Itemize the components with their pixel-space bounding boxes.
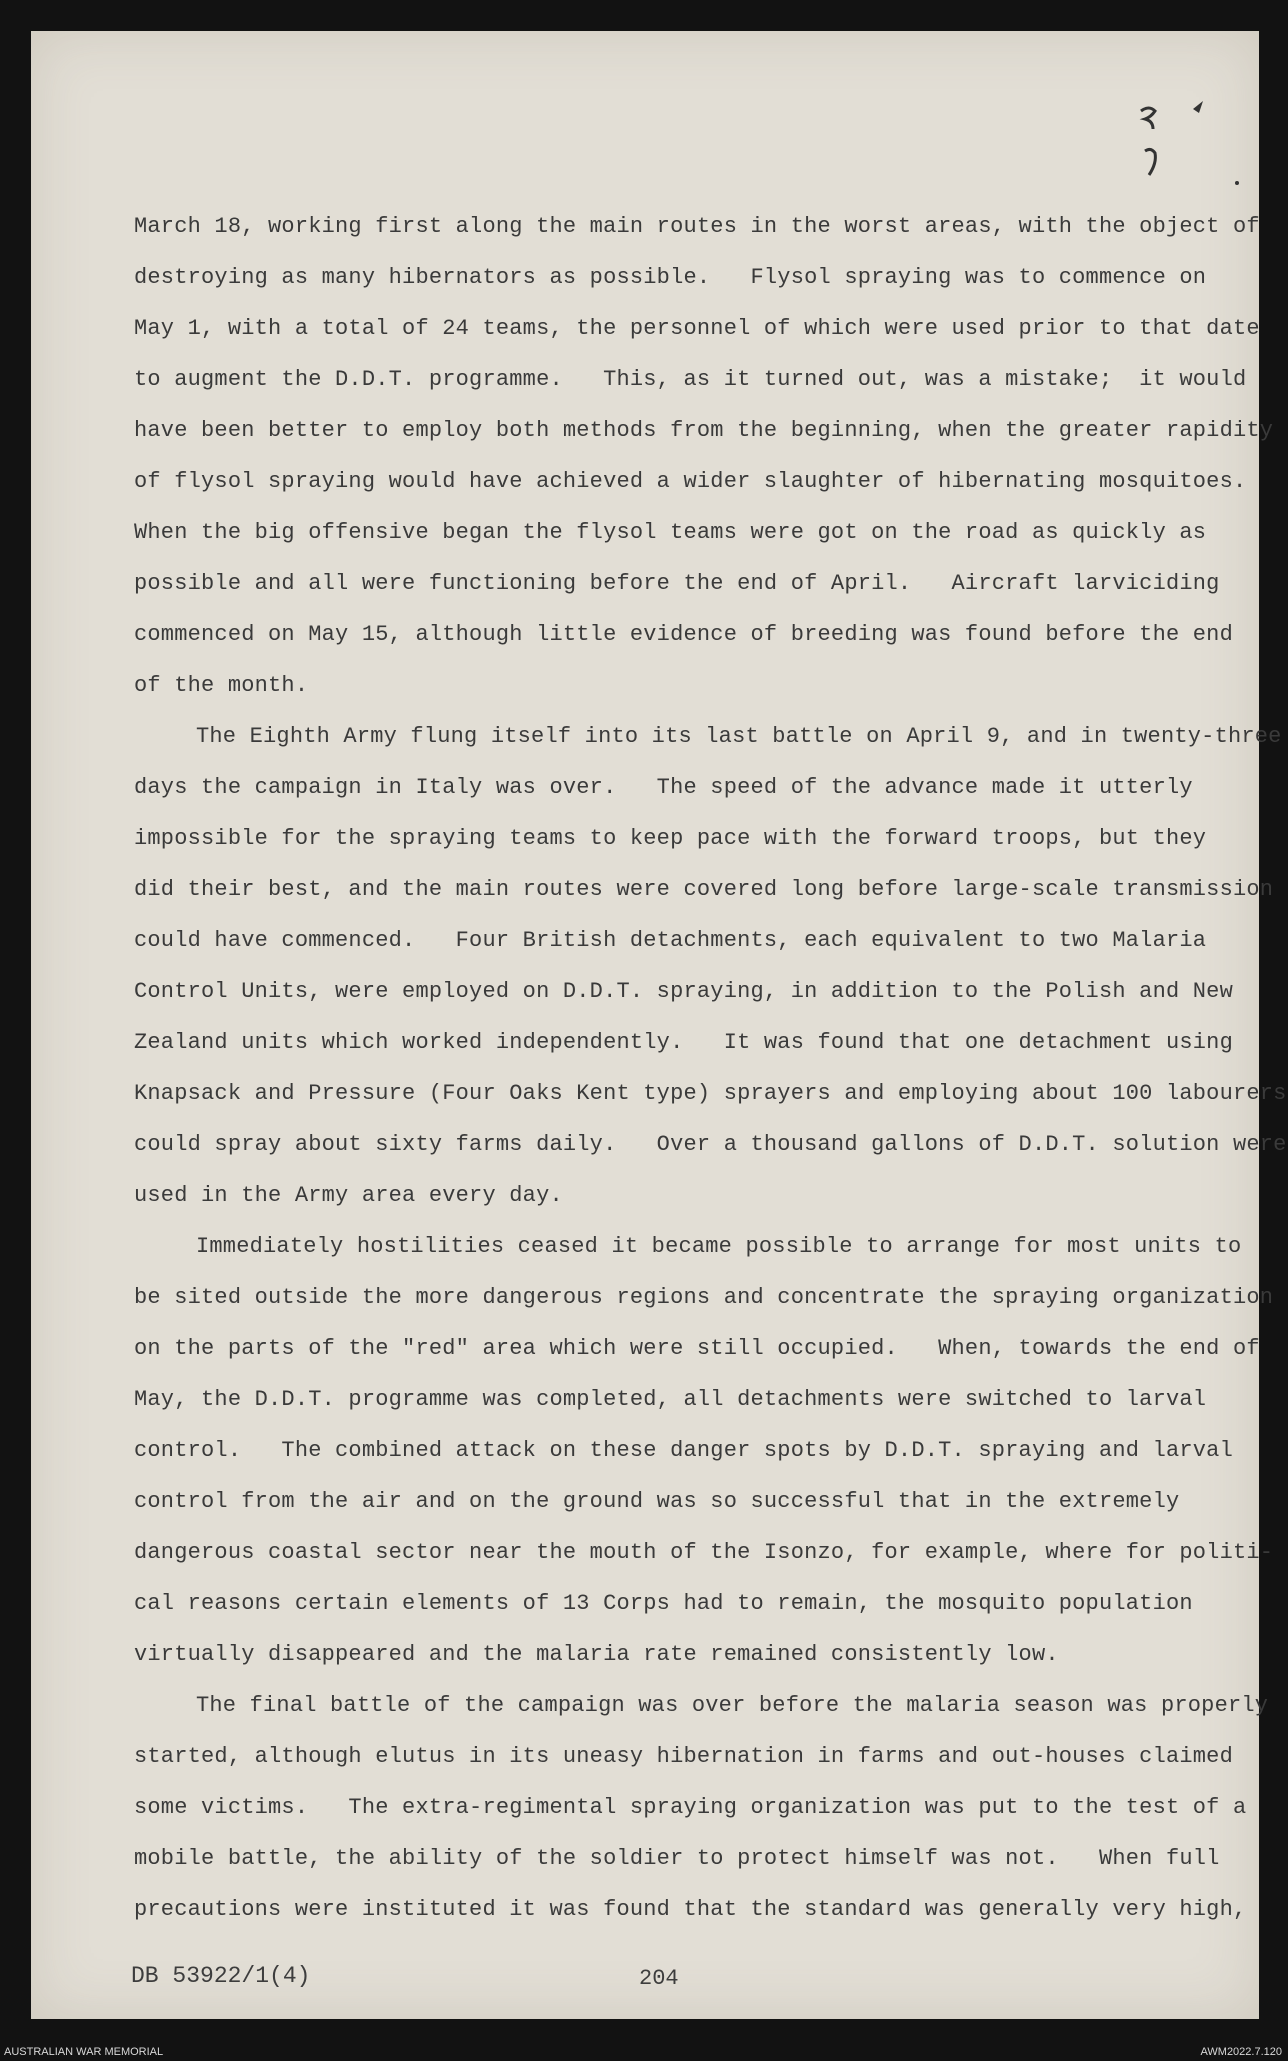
- text-line: control from the air and on the ground was so successful that in the extremely: [134, 1489, 1180, 1514]
- text-line: cal reasons certain elements of 13 Corps had to remain, the mosquito population: [134, 1591, 1193, 1616]
- text-line: mobile battle, the ability of the soldier to protect himself was not. When full: [134, 1846, 1220, 1871]
- text-line: virtually disappeared and the malaria rate remained consistently low.: [134, 1642, 1059, 1667]
- page-number: 204: [639, 1966, 679, 1991]
- body-text: [134, 201, 1287, 1935]
- text-line: could spray about sixty farms daily. Over a thousand gallons of D.D.T. solution were: [134, 1132, 1287, 1157]
- archive-caption-bar: [0, 2039, 1288, 2061]
- text-line: destroying as many hibernators as possible. Flysol spraying was to commence on: [134, 265, 1207, 290]
- text-line: control. The combined attack on these danger spots by D.D.T. spraying and larval: [134, 1438, 1233, 1463]
- text-line: May, the D.D.T. programme was completed, all detachments were switched to larval: [134, 1387, 1207, 1412]
- archive-accession-number: AWM2022.7.120: [1200, 2046, 1282, 2058]
- handwritten-folio-mark: [1131, 91, 1241, 191]
- text-line: Zealand units which worked independently. It was found that one detachment using: [134, 1030, 1233, 1055]
- text-line: When the big offensive began the flysol teams were got on the road as quickly as: [134, 520, 1207, 545]
- text-line: May 1, with a total of 24 teams, the personnel of which were used prior to that date: [134, 316, 1260, 341]
- text-line: March 18, working first along the main routes in the worst areas, with the object of: [134, 214, 1260, 239]
- text-line: did their best, and the main routes were covered long before large-scale transmission: [134, 877, 1274, 902]
- text-line: The Eighth Army flung itself into its last battle on April 9, and in twenty-three: [196, 724, 1282, 749]
- text-line: The final battle of the campaign was over before the malaria season was properly: [196, 1693, 1269, 1718]
- text-line: possible and all were functioning before the end of April. Aircraft larviciding: [134, 571, 1220, 596]
- text-line: dangerous coastal sector near the mouth of the Isonzo, for example, where for politi-: [134, 1540, 1274, 1565]
- text-line: could have commenced. Four British detachments, each equivalent to two Malaria: [134, 928, 1207, 953]
- text-line: used in the Army area every day.: [134, 1183, 563, 1208]
- document-page: [31, 31, 1287, 2019]
- text-line: of the month.: [134, 673, 309, 698]
- text-line: be sited outside the more dangerous regions and concentrate the spraying organization: [134, 1285, 1274, 1310]
- archive-institution: AUSTRALIAN WAR MEMORIAL: [4, 2046, 164, 2058]
- text-line: started, although elutus in its uneasy hibernation in farms and out-houses claimed: [134, 1744, 1233, 1769]
- text-line: to augment the D.D.T. programme. This, as it turned out, was a mistake; it would: [134, 367, 1247, 392]
- document-reference: DB 53922/1(4): [131, 1963, 311, 1989]
- text-line: impossible for the spraying teams to keep pace with the forward troops, but they: [134, 826, 1207, 851]
- text-line: some victims. The extra-regimental spraying organization was put to the test of a: [134, 1795, 1247, 1820]
- text-line: have been better to employ both methods from the beginning, when the greater rapidity: [134, 418, 1274, 443]
- text-line: Knapsack and Pressure (Four Oaks Kent type) sprayers and employing about 100 labourers: [134, 1081, 1287, 1106]
- text-line: commenced on May 15, although little evidence of breeding was found before the end: [134, 622, 1233, 647]
- text-line: Control Units, were employed on D.D.T. spraying, in addition to the Polish and New: [134, 979, 1233, 1004]
- text-line: days the campaign in Italy was over. The speed of the advance made it utterly: [134, 775, 1193, 800]
- text-line: precautions were instituted it was found that the standard was generally very high,: [134, 1897, 1247, 1922]
- text-line: of flysol spraying would have achieved a wider slaughter of hibernating mosquitoes.: [134, 469, 1247, 494]
- text-line: on the parts of the "red" area which were still occupied. When, towards the end of: [134, 1336, 1260, 1361]
- text-line: Immediately hostilities ceased it became possible to arrange for most units to: [196, 1234, 1242, 1259]
